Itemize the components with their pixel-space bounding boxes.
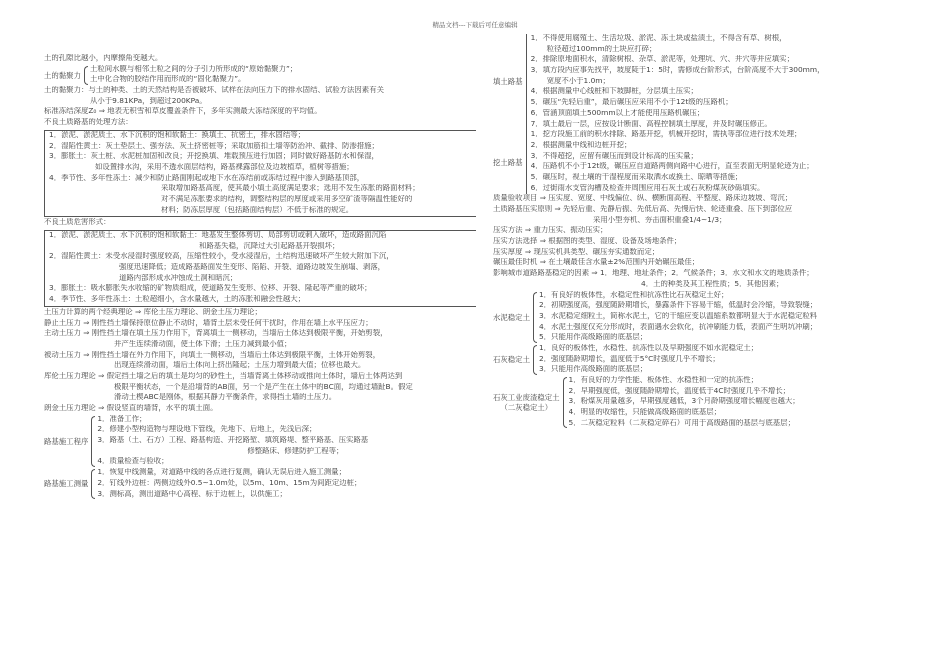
bad-soil-harm-box xyxy=(44,230,476,307)
lime-stabilized-items xyxy=(533,344,913,376)
list-item: 2．湿陷性黄土：灰土垫层土、强夯法、灰土挤密桩等；采取加筋扣土墙等防治冲、截排、防渗措施； xyxy=(49,141,379,150)
list-item: 2．强度随龄期增长，温度低于5°C时强度几乎不增长； xyxy=(538,354,720,363)
fill-roadbed-group xyxy=(493,34,913,130)
list-item: 3．水泥稳定细粒土，简称水泥土，它的干缩应变以温缩系数都明显大于水泥稳定粒料 xyxy=(538,311,818,320)
list-item: 3．粉煤灰用量越多，早期强度越低，3个月龄期强度增长幅度也越大； xyxy=(568,397,800,406)
industrial-waste-label-line1: 石灰工业废渣稳定土 xyxy=(493,393,560,403)
text-line: 出现连续滑动面，墙后土体向上挤出隆起；土压力增到最大值；位移也最大。 xyxy=(114,361,366,370)
text-line: 朗金土压力理论 ⇒ 假设竖直的墙背，水平的填土面。 xyxy=(44,404,218,412)
text-line: 影响城市道路路基稳定的因素 ⇒ 1．地理、地址条件；2．气候条件；3．水文和水文的地质条件； xyxy=(493,269,814,278)
text-line: 库伦土压力理论 ⇒ 假定挡土墙之后的填土是均匀的砂性土，当墙背离土体移动或推向土体时，墙后土体两达到 xyxy=(44,371,403,380)
text-line: 采用小型夯机、夯击面积重叠1/4~1/3； xyxy=(593,215,727,224)
page-header: 精品文档---下载后可任意编辑 xyxy=(432,21,518,29)
list-item: 4．根据测量中心线桩和下坡脚桩，分层填土压实； xyxy=(530,87,698,96)
industrial-waste-items xyxy=(563,376,913,429)
industrial-waste-stabilized-group xyxy=(493,376,913,429)
text-line: 压实方法 ⇒ 重力压实、振动压实； xyxy=(493,226,608,235)
lime-stabilized-group xyxy=(493,344,913,376)
list-item: 1．挖方段施工前的积水排除、路基开挖，机械开挖时，需执等部位进行技术处理； xyxy=(530,130,802,139)
list-item: 土粒间水膜与相邻土粒之间的分子引力所形成的“原始黏聚力”； xyxy=(89,64,298,73)
list-item: 6．过街雨水支管沟槽及检查井周围应用石灰土或石灰粉煤灰砂砾填实。 xyxy=(530,183,765,192)
list-item: 3．只能用作高级路面的底基层； xyxy=(538,365,648,374)
list-item: 2．早期强度低，强度随龄期增长，温度低于4C时强度几乎不增长； xyxy=(568,386,791,395)
list-item: 4．水泥土强度仅充分形成时，表面遇水会软化，抗冲刷能力低，表面产生明坑冲刷； xyxy=(538,322,818,331)
text-line: 不良土质危害形式： xyxy=(44,218,111,227)
text-line: 压实厚度 ⇒ 现压实机具类型、碾压夯实通数而定； xyxy=(493,247,660,256)
road-base-procedure-label: 路基施工程序 xyxy=(44,436,89,446)
list-item: 2．根据测量中线和边桩开挖； xyxy=(530,140,632,149)
text-line: 不良土质路基的处理方法： xyxy=(44,118,133,127)
list-item: 5．只能用作高级路面的底基层； xyxy=(538,333,648,342)
list-item: 3．路基（土、石方）工程、路基构造、开挖路堑、填筑路堤、整平路基、压实路基 xyxy=(97,436,369,445)
text-line: 碾压最佳时机 ⇒ 在土壤最佳含水量±2%范围内开始碾压最佳； xyxy=(493,258,700,267)
cohesion-group xyxy=(44,65,476,86)
list-item: 1．有良好的板体性，水稳定性和抗冻性比石灰稳定土好； xyxy=(538,290,729,299)
road-measure-group xyxy=(44,468,476,500)
list-item: 5．碾压“先轻后重”，最后碾压应采用不小于12t级的压路机； xyxy=(530,98,733,107)
list-item: 4．季节性、多年性冻土：减少和防止路面刚起或地下水在冻结前或冻结过程中渗入到路基顶部， xyxy=(49,173,365,182)
cohesion-label: 土的黏聚力 xyxy=(44,70,81,80)
list-item: 修整路床、修建防护工程等； xyxy=(247,446,344,455)
list-item: 1．良好的板体性，水稳性、抗冻性以及早期强度不如水泥稳定土； xyxy=(538,343,759,352)
text-line: 土质路基压实原则 ⇒ 先轻后重、先静后振、先低后高、先慢后快、轮迹重叠、压下到部位应 xyxy=(493,205,793,213)
list-item: 对不满足冻胀要求的结构，调整结构层的厚度或采用多空矿渣等隔温性能好的 xyxy=(161,194,413,203)
list-item: 2．钉线外边桩：两侧边线外0.5~1.0m处，以5m、10m、15m为间距定边桩； xyxy=(97,478,362,487)
list-item: 3．膨胀土：灰土桩、水泥桩加固和改良；开挖换填、堆载预压进行加固；同时做好路基防水和保湿， xyxy=(49,152,379,161)
road-base-procedure-items xyxy=(91,415,476,468)
left-column xyxy=(44,54,476,500)
list-item: 1．恢复中线测量，对道路中线的各点进行复测，确认无误后进入施工测量； xyxy=(97,468,346,477)
list-item: 1．淤泥、淤泥质土、水下沉积的饱和软黏土：换填土、抗密土，排水固结等； xyxy=(49,130,305,139)
list-item: 2．湿陷性黄土：未受水浸湿时强度较高，压缩性较小，受水浸湿后，土结构迅速破坏产生较大附加下沉， xyxy=(49,252,394,261)
list-item: 1．淤泥、淤泥质土、水下沉积的饱和软黏土：地基发生整体剪切、局部剪切或刺入破坏，造成路面沉陷 xyxy=(49,231,387,239)
list-item: 6．管涵顶面填土500mm以上才能使用压路机碾压； xyxy=(530,108,705,117)
text-line: 静止土压力 ⇒ 刚性挡土墙保持原位静止不动时，墙背土层未受任何干扰时，作用在墙上水平压应力； xyxy=(44,318,373,327)
dig-roadbed-items xyxy=(526,130,913,194)
text-line: 主动土压力 ⇒ 刚性挡土墙在填土压力作用下，背离填土一侧移动，当墙后土体达到极限平衡，开始剪裂， xyxy=(44,329,388,338)
list-item: 4．质量检查与验收； xyxy=(97,457,169,466)
text-line: 土的黏聚力：与土的种类、土的天然结构是否被破坏、试样在法向压力下的排水固结、试验方法因素有关 xyxy=(44,86,384,95)
list-item: 5．碾压时，视土壤的干湿程度而采取洒水或换土、晾晒等措施； xyxy=(530,172,743,181)
text-line: 并产生连续滑动面，使土体下滑；土压力减到最小值； xyxy=(114,339,292,348)
road-measure-label: 路基施工测量 xyxy=(44,479,89,489)
fill-roadbed-label: 填土路基 xyxy=(493,77,523,87)
list-item: 1．有良好的力学性能、板体性、水稳性和一定的抗冻性； xyxy=(568,376,759,384)
road-base-procedure-group xyxy=(44,415,476,468)
text-line: 标准冻结深度Z₀ ⇒ 地表无积雪和草皮覆盖条件下，多年实测最大冻结深度的平均值。 xyxy=(44,107,322,116)
text-line: 极限平衡状态，一个是沿墙背的AB面，另一个是产生在土体中的BC面，均通过墙趾B。假定 xyxy=(114,382,413,391)
list-item: 3．测标高，测出道路中心高程、标于边桩上，以供施工； xyxy=(97,489,287,498)
list-item: 2．排除原地面积水，清除树根、杂草、淤泥等，处理坑、穴、井穴等并应填实； xyxy=(530,55,794,64)
right-column xyxy=(493,34,913,429)
text-line: 质量验收项目 ⇒ 压实度、宽度、中线偏位、纵、横断面高程、平整度、路床边坡坡、弯沉； xyxy=(493,194,793,203)
list-item: 如设置排水沟，采用不透水面层结构，路基裸露部位及边坡植草，植树等措施； xyxy=(95,162,354,171)
text-line: 从小于9.81KPa，到超过200KPa。 xyxy=(90,96,207,105)
dig-roadbed-group xyxy=(493,130,913,194)
list-item: 7．填土最后一层，应按设计断面、高程控制填土厚度，并及时碾压修正。 xyxy=(530,119,772,128)
fill-roadbed-items xyxy=(526,34,913,130)
list-item: 材料；防冻层厚度（包括路面结构层）不低于标准的规定。 xyxy=(161,205,354,214)
industrial-waste-label-line2: （二灰稳定土） xyxy=(500,402,553,412)
list-item: 2．初期强度高，强度随龄期增长，暴露条件下容易干缩，低温时会冷缩，导致裂缝； xyxy=(538,301,818,310)
text-line: 滑动土楔ABC是刚体，根据其静力平衡条件，求得挡土墙的土压力。 xyxy=(114,393,337,402)
text-line: 4．土的种类及其工程性质；5．其他因素； xyxy=(641,279,784,288)
list-item: 4．季节性、多年性冻土：土粒超细小，含水量越大，土的冻胀和融会性越大； xyxy=(49,295,305,304)
list-item: 2．修建小型构造物与埋设地下管线，先地下、后地上，先浅后深； xyxy=(97,425,317,434)
lime-stabilized-label: 石灰稳定土 xyxy=(493,355,530,365)
list-item: 3．不得超挖，应留有碾压而到设计标高的压实量； xyxy=(530,151,698,160)
list-item: 3．膨胀土：吸水膨胀失水收缩的矿物质组成，使道路发生变形、位移、开裂、隆起等严重的破坏； xyxy=(49,284,372,293)
text-line: 压实方法选择 ⇒ 根据图的类型、湿度、设备及场地条件； xyxy=(493,237,682,246)
list-item: 1．不得使用腐殖土、生活垃圾、淤泥、冻土块或盐渍土，不得含有草、树根， xyxy=(530,34,787,42)
list-item: 土中化合物的胶结作用而形成的“固化黏聚力”。 xyxy=(89,75,246,84)
text-line: 被动土压力 ⇒ 刚性挡土墙在外力作用下，向填土一侧移动，当墙后土体达到极限平衡，土体开始剪裂， xyxy=(44,350,381,359)
list-item: 4．明显的收缩性，只能做高级路面的底基层； xyxy=(568,408,722,417)
cohesion-items xyxy=(84,65,476,86)
bad-soil-treatment-box xyxy=(44,130,476,218)
list-item: 4．压路机不小于12t级，碾压应自道路两侧向路中心进行，直至表面无明显轮迹为止； xyxy=(530,162,814,171)
list-item: 粒径超过100mm的土块应打碎； xyxy=(546,44,657,53)
cement-stabilized-label: 水泥稳定土 xyxy=(493,312,530,322)
list-item: 和路基失稳，沉降过大引起路基开裂损坏； xyxy=(199,241,340,250)
list-item: 1．准备工作； xyxy=(97,414,147,423)
list-item: 采取增加路基高度，使其最小填土高度满足要求；选用不发生冻胀的路面材料； xyxy=(161,184,420,193)
industrial-waste-label xyxy=(493,376,563,429)
text-line: 土的孔隙比越小，内摩擦角变越大。 xyxy=(44,54,163,62)
list-item: 宽度不小于1.0m； xyxy=(546,76,610,85)
cement-stabilized-group xyxy=(493,291,913,344)
list-item: 强度迅速降低；造成路基路面发生变形、陷陷、开裂、道路边坡发生崩塌、剥落， xyxy=(119,263,386,272)
dig-roadbed-label: 挖土路基 xyxy=(493,157,523,167)
text-line: 土压力计算的两个经典理论 ⇒ 库伦土压力理论、朗金土压力理论； xyxy=(44,307,262,316)
cement-stabilized-items xyxy=(533,291,913,344)
list-item: 道路内部形成水冲蚀成土洞和暗沉； xyxy=(119,273,238,282)
road-measure-items xyxy=(91,468,476,500)
list-item: 3．填方段内应事先找平，坡度陡于1：5时，需修成台阶形式，台阶高度不大于300mm， xyxy=(530,66,825,75)
list-item: 5．二灰稳定粒料（二灰稳定碎石）可用于高级路面的基层与底基层； xyxy=(568,418,795,427)
